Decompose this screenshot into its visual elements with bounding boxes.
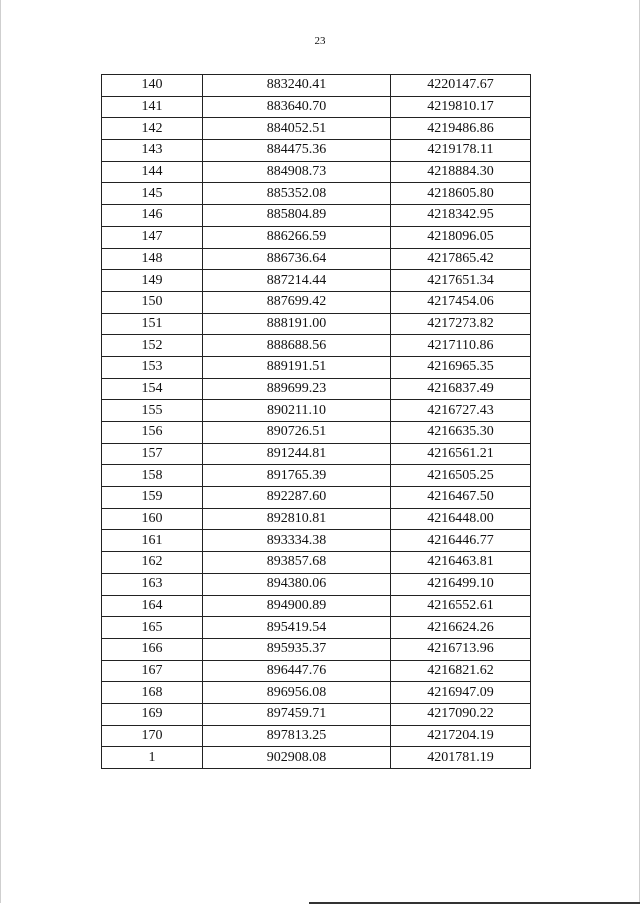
x-coordinate-cell: 894380.06 bbox=[203, 573, 391, 595]
x-coordinate-cell: 891244.81 bbox=[203, 443, 391, 465]
point-number-cell: 141 bbox=[102, 96, 203, 118]
y-coordinate-cell: 4216965.35 bbox=[391, 356, 531, 378]
table-row bbox=[102, 291, 531, 313]
y-coordinate-cell: 4219178.11 bbox=[391, 140, 531, 162]
x-coordinate-cell: 895419.54 bbox=[203, 617, 391, 639]
table-row bbox=[102, 140, 531, 162]
bottom-rule bbox=[309, 902, 640, 904]
point-number-cell: 147 bbox=[102, 226, 203, 248]
table-row bbox=[102, 682, 531, 704]
point-number-cell: 156 bbox=[102, 422, 203, 444]
table-row bbox=[102, 443, 531, 465]
y-coordinate-cell: 4216561.21 bbox=[391, 443, 531, 465]
y-coordinate-cell: 4216635.30 bbox=[391, 422, 531, 444]
x-coordinate-cell: 890211.10 bbox=[203, 400, 391, 422]
x-coordinate-cell: 896956.08 bbox=[203, 682, 391, 704]
table-row bbox=[102, 205, 531, 227]
table-row bbox=[102, 161, 531, 183]
y-coordinate-cell: 4217651.34 bbox=[391, 270, 531, 292]
table-row bbox=[102, 313, 531, 335]
y-coordinate-cell: 4216446.77 bbox=[391, 530, 531, 552]
table-row bbox=[102, 400, 531, 422]
point-number-cell: 155 bbox=[102, 400, 203, 422]
table-row bbox=[102, 725, 531, 747]
point-number-cell: 170 bbox=[102, 725, 203, 747]
y-coordinate-cell: 4216448.00 bbox=[391, 508, 531, 530]
point-number-cell: 1 bbox=[102, 747, 203, 769]
y-coordinate-cell: 4216837.49 bbox=[391, 378, 531, 400]
y-coordinate-cell: 4216727.43 bbox=[391, 400, 531, 422]
y-coordinate-cell: 4216947.09 bbox=[391, 682, 531, 704]
y-coordinate-cell: 4216713.96 bbox=[391, 638, 531, 660]
x-coordinate-cell: 891765.39 bbox=[203, 465, 391, 487]
table-row bbox=[102, 183, 531, 205]
coordinates-table bbox=[101, 74, 531, 769]
x-coordinate-cell: 888191.00 bbox=[203, 313, 391, 335]
point-number-cell: 148 bbox=[102, 248, 203, 270]
x-coordinate-cell: 894900.89 bbox=[203, 595, 391, 617]
y-coordinate-cell: 4218096.05 bbox=[391, 226, 531, 248]
x-coordinate-cell: 889191.51 bbox=[203, 356, 391, 378]
table-row bbox=[102, 573, 531, 595]
table-row bbox=[102, 552, 531, 574]
x-coordinate-cell: 897813.25 bbox=[203, 725, 391, 747]
x-coordinate-cell: 897459.71 bbox=[203, 703, 391, 725]
table-row bbox=[102, 270, 531, 292]
x-coordinate-cell: 893334.38 bbox=[203, 530, 391, 552]
x-coordinate-cell: 883640.70 bbox=[203, 96, 391, 118]
table-row bbox=[102, 508, 531, 530]
table-row bbox=[102, 638, 531, 660]
y-coordinate-cell: 4220147.67 bbox=[391, 75, 531, 97]
y-coordinate-cell: 4218342.95 bbox=[391, 205, 531, 227]
point-number-cell: 150 bbox=[102, 291, 203, 313]
table-row bbox=[102, 703, 531, 725]
y-coordinate-cell: 4218884.30 bbox=[391, 161, 531, 183]
table-row bbox=[102, 660, 531, 682]
point-number-cell: 142 bbox=[102, 118, 203, 140]
point-number-cell: 140 bbox=[102, 75, 203, 97]
x-coordinate-cell: 890726.51 bbox=[203, 422, 391, 444]
x-coordinate-cell: 886266.59 bbox=[203, 226, 391, 248]
y-coordinate-cell: 4216552.61 bbox=[391, 595, 531, 617]
y-coordinate-cell: 4201781.19 bbox=[391, 747, 531, 769]
x-coordinate-cell: 884908.73 bbox=[203, 161, 391, 183]
x-coordinate-cell: 893857.68 bbox=[203, 552, 391, 574]
point-number-cell: 167 bbox=[102, 660, 203, 682]
point-number-cell: 145 bbox=[102, 183, 203, 205]
x-coordinate-cell: 887699.42 bbox=[203, 291, 391, 313]
y-coordinate-cell: 4216624.26 bbox=[391, 617, 531, 639]
point-number-cell: 146 bbox=[102, 205, 203, 227]
x-coordinate-cell: 884475.36 bbox=[203, 140, 391, 162]
page-number: 23 bbox=[314, 35, 326, 47]
y-coordinate-cell: 4217273.82 bbox=[391, 313, 531, 335]
table-row bbox=[102, 530, 531, 552]
point-number-cell: 161 bbox=[102, 530, 203, 552]
point-number-cell: 166 bbox=[102, 638, 203, 660]
table-row bbox=[102, 747, 531, 769]
y-coordinate-cell: 4216463.81 bbox=[391, 552, 531, 574]
point-number-cell: 162 bbox=[102, 552, 203, 574]
y-coordinate-cell: 4216499.10 bbox=[391, 573, 531, 595]
table-row bbox=[102, 226, 531, 248]
table-row bbox=[102, 248, 531, 270]
point-number-cell: 144 bbox=[102, 161, 203, 183]
table-row bbox=[102, 118, 531, 140]
point-number-cell: 163 bbox=[102, 573, 203, 595]
y-coordinate-cell: 4219486.86 bbox=[391, 118, 531, 140]
x-coordinate-cell: 886736.64 bbox=[203, 248, 391, 270]
point-number-cell: 152 bbox=[102, 335, 203, 357]
point-number-cell: 168 bbox=[102, 682, 203, 704]
table-row bbox=[102, 617, 531, 639]
coordinates-table-body bbox=[102, 75, 531, 769]
y-coordinate-cell: 4217204.19 bbox=[391, 725, 531, 747]
table-row bbox=[102, 378, 531, 400]
x-coordinate-cell: 883240.41 bbox=[203, 75, 391, 97]
y-coordinate-cell: 4217110.86 bbox=[391, 335, 531, 357]
table-row bbox=[102, 356, 531, 378]
x-coordinate-cell: 892810.81 bbox=[203, 508, 391, 530]
point-number-cell: 159 bbox=[102, 487, 203, 509]
point-number-cell: 164 bbox=[102, 595, 203, 617]
x-coordinate-cell: 896447.76 bbox=[203, 660, 391, 682]
point-number-cell: 157 bbox=[102, 443, 203, 465]
table-row bbox=[102, 335, 531, 357]
table-row bbox=[102, 422, 531, 444]
x-coordinate-cell: 895935.37 bbox=[203, 638, 391, 660]
y-coordinate-cell: 4216505.25 bbox=[391, 465, 531, 487]
point-number-cell: 151 bbox=[102, 313, 203, 335]
point-number-cell: 158 bbox=[102, 465, 203, 487]
x-coordinate-cell: 888688.56 bbox=[203, 335, 391, 357]
x-coordinate-cell: 889699.23 bbox=[203, 378, 391, 400]
x-coordinate-cell: 884052.51 bbox=[203, 118, 391, 140]
table-row bbox=[102, 595, 531, 617]
y-coordinate-cell: 4219810.17 bbox=[391, 96, 531, 118]
point-number-cell: 165 bbox=[102, 617, 203, 639]
y-coordinate-cell: 4216821.62 bbox=[391, 660, 531, 682]
x-coordinate-cell: 887214.44 bbox=[203, 270, 391, 292]
point-number-cell: 169 bbox=[102, 703, 203, 725]
x-coordinate-cell: 892287.60 bbox=[203, 487, 391, 509]
y-coordinate-cell: 4217865.42 bbox=[391, 248, 531, 270]
table-row bbox=[102, 75, 531, 97]
table-row bbox=[102, 96, 531, 118]
table-row bbox=[102, 465, 531, 487]
y-coordinate-cell: 4218605.80 bbox=[391, 183, 531, 205]
y-coordinate-cell: 4217454.06 bbox=[391, 291, 531, 313]
point-number-cell: 149 bbox=[102, 270, 203, 292]
point-number-cell: 154 bbox=[102, 378, 203, 400]
point-number-cell: 160 bbox=[102, 508, 203, 530]
y-coordinate-cell: 4217090.22 bbox=[391, 703, 531, 725]
x-coordinate-cell: 902908.08 bbox=[203, 747, 391, 769]
point-number-cell: 153 bbox=[102, 356, 203, 378]
x-coordinate-cell: 885352.08 bbox=[203, 183, 391, 205]
x-coordinate-cell: 885804.89 bbox=[203, 205, 391, 227]
table-row bbox=[102, 487, 531, 509]
y-coordinate-cell: 4216467.50 bbox=[391, 487, 531, 509]
point-number-cell: 143 bbox=[102, 140, 203, 162]
